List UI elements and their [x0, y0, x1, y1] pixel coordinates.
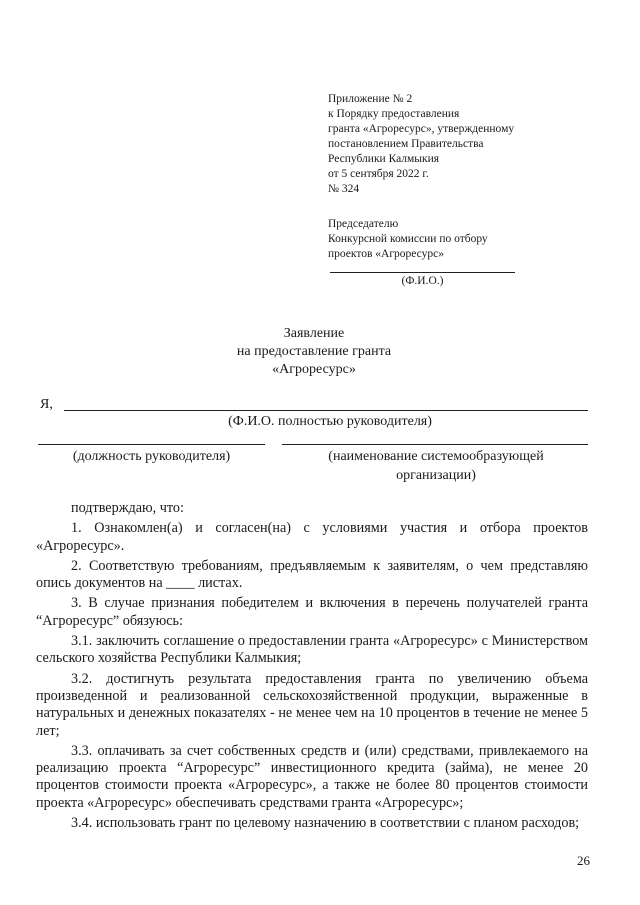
position-caption: (должность руководителя)	[72, 449, 231, 464]
title-line: «Агроресурс»	[272, 362, 356, 377]
appendix-line: № 324	[328, 183, 360, 195]
appendix-line: Приложение № 2	[328, 93, 413, 105]
addressee-line: Конкурсной комиссии по отбору	[328, 233, 488, 245]
body-paragraph: 3.1. заключить соглашение о предоставлении гранта «Агроресурс» с Министерством сельского хозяйства Республики Калмыкия;	[36, 633, 588, 667]
organization-blank	[282, 444, 588, 445]
body-paragraph: 3.3. оплачивать за счет собственных средств и (или) средствами, привлекаемого на реализацию проекта “Агроресурс” инвестиционного кредита (займа), не менее 20 процентов стоимости проекта «Агроресурс», а также не более 80 процентов стоимости проекта «Агроресурс» обеспечивать средствами гранта «Агроресурс»;	[36, 742, 588, 811]
body-paragraph: 1. Ознакомлен(а) и согласен(на) с условиями участия и отбора проектов «Агроресурс».	[36, 520, 588, 554]
document-title	[0, 325, 628, 379]
appendix-line: к Порядку предоставления	[328, 108, 460, 120]
body-paragraph: 3.2. достигнуть результата предоставления гранта по увеличению объема произведенной и реализованной сельскохозяйственной продукции, выраженные в натуральных и денежных показателях - не менее чем на 10 процентов в течение не менее 5 лет;	[36, 670, 588, 739]
organization-caption: (наименование системообразующей организации)	[328, 449, 544, 483]
title-line: Заявление	[283, 326, 345, 341]
addressee-block	[328, 217, 488, 262]
page-number: 26	[577, 853, 590, 868]
statement-body	[36, 500, 588, 835]
appendix-line: Республики Калмыкия	[328, 153, 440, 165]
body-paragraph: 3.4. использовать грант по целевому назначению в соответствии с планом расходов;	[71, 815, 580, 832]
appendix-block	[328, 92, 514, 197]
head-name-blank	[64, 410, 588, 411]
addressee-line: проектов «Агроресурс»	[328, 248, 444, 260]
addressee-fio-caption: (Ф.И.О.)	[401, 275, 444, 287]
head-name-caption: (Ф.И.О. полностью руководителя)	[228, 414, 432, 429]
position-blank	[38, 444, 265, 445]
body-paragraph: 3. В случае признания победителем и включения в перечень получателей гранта “Агроресурс” обязуюсь:	[36, 595, 588, 629]
body-paragraph: подтверждаю, что:	[71, 500, 184, 516]
ya-label: Я,	[40, 397, 53, 412]
appendix-line: постановлением Правительства	[328, 138, 484, 150]
title-line: на предоставление гранта	[236, 344, 392, 359]
addressee-line: Председателю	[328, 218, 399, 230]
appendix-line: гранта «Агроресурс», утвержденному	[328, 123, 515, 135]
appendix-line: от 5 сентября 2022 г.	[328, 168, 429, 180]
body-paragraph: 2. Соответствую требованиям, предъявляемым к заявителям, о чем представляю опись документов на ____ листах.	[36, 557, 588, 592]
addressee-fio-blank	[330, 272, 515, 273]
